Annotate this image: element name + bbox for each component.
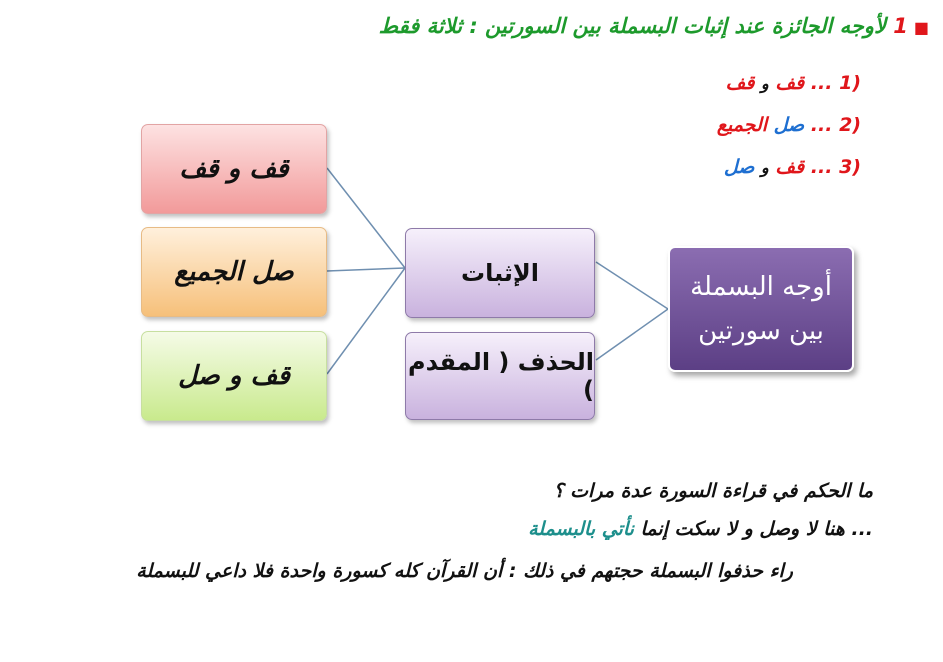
paragraph-line-3: راء حذفوا البسملة حجتهم في ذلك : أن القرآن كله كسورة واحدة فلا داعي للبسملة [136, 560, 793, 582]
option-3-number: (3 [839, 156, 861, 178]
option-1-b: قف [725, 72, 755, 94]
connector-root-ithbat [596, 262, 668, 309]
title-number: 1 [893, 14, 908, 38]
option-1-dots: ... [810, 72, 833, 94]
leaf-waqf-wasl: قف و صل [141, 331, 327, 421]
connector-ithbat-leaf1 [327, 168, 405, 268]
connector-root-hadhf [596, 309, 668, 360]
option-2-number: (2 [839, 114, 861, 136]
connector-ithbat-leaf2 [327, 268, 405, 271]
title-bullet: ■ [913, 18, 929, 37]
paragraph-line-2-teal: نأتي بالبسملة [528, 518, 634, 540]
leaf-wasl-jami: صل الجميع [141, 227, 327, 317]
paragraph-line-2 [528, 518, 873, 540]
option-3-dots: ... [810, 156, 833, 178]
option-3-a: قف [775, 156, 805, 178]
paragraph-line-2-main: ... هنا لا وصل و لا سكت إنما [640, 518, 873, 540]
node-hadhf: الحذف ( المقدم ) [405, 332, 595, 420]
option-1-conj: و [761, 74, 769, 93]
option-2-b: الجميع [716, 114, 768, 136]
option-1-number: (1 [839, 72, 861, 94]
root-line-2: بين سورتين [698, 316, 824, 346]
paragraph-line-1: ما الحكم في قراءة السورة عدة مرات ؟ [553, 480, 873, 502]
connector-ithbat-leaf3 [327, 268, 405, 374]
option-2-a: صل [773, 114, 805, 136]
root-line-1: أوجه البسملة [690, 272, 832, 302]
option-1-a: قف [775, 72, 805, 94]
leaf-waqf-waqf: قف و قف [141, 124, 327, 214]
option-2-dots: ... [810, 114, 833, 136]
node-root [668, 246, 854, 372]
title-text: لأوجه الجائزة عند إثبات البسملة بين السورتين : ثلاثة فقط [378, 14, 886, 38]
node-ithbat: الإثبات [405, 228, 595, 318]
option-3-b: صل [723, 156, 755, 178]
option-3-conj: و [761, 158, 769, 177]
